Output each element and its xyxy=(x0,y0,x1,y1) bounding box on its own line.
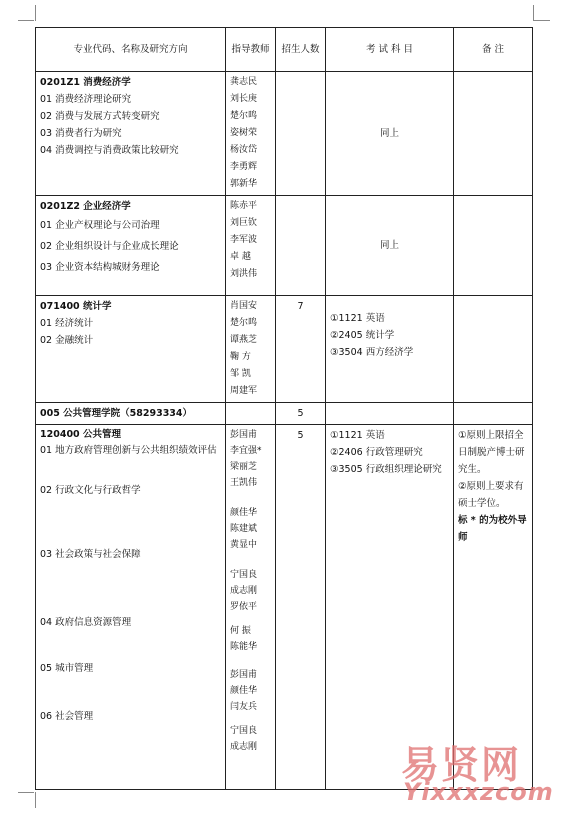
direction: 02 消费与发展方式转变研究 xyxy=(40,111,160,122)
school-title: 005 公共管理学院（58293334） xyxy=(40,408,193,419)
advisor-name: 陈能华 xyxy=(230,642,258,652)
count-cell: 5 xyxy=(276,425,326,790)
major-title: 0201Z2 企业经济学 xyxy=(40,201,131,212)
major-title: 071400 统计学 xyxy=(40,301,112,312)
advisor-name: 李勇辉 xyxy=(230,162,258,172)
note-cell xyxy=(454,403,533,425)
advisor-name: 宁国良 xyxy=(230,570,258,580)
advisor-cell xyxy=(226,425,276,790)
advisor-name: 宁国良 xyxy=(230,726,258,736)
major-title: 120400 公共管理 xyxy=(40,429,121,440)
subject: ①1121 英语 xyxy=(330,430,385,441)
note-line: ①原则上限招全日制脱产博士研究生。 xyxy=(458,430,525,475)
note-cell xyxy=(454,196,533,296)
direction: 02 企业组织设计与企业成长理论 xyxy=(40,241,179,252)
advisor-name: 姿树荣 xyxy=(230,128,258,138)
subject: ②2406 行政管理研究 xyxy=(330,447,423,458)
major-cell xyxy=(36,296,226,403)
direction: 03 消费者行为研究 xyxy=(40,128,122,139)
watermark-cn: 易贤网 xyxy=(401,743,522,787)
subject: ②2405 统计学 xyxy=(330,330,395,341)
advisor-name: 谭燕芝 xyxy=(230,335,258,345)
advisor-name: 邹 凯 xyxy=(230,369,251,379)
crop-mark xyxy=(18,792,34,793)
advisor-cell xyxy=(226,196,276,296)
note-cell xyxy=(454,72,533,196)
advisor-name: 罗依平 xyxy=(230,602,258,612)
crop-mark xyxy=(534,20,550,21)
header-note: 备 注 xyxy=(454,28,533,72)
header-subjects: 考 试 科 目 xyxy=(326,28,454,72)
direction: 01 地方政府管理创新与公共组织绩效评估 xyxy=(40,445,217,456)
subjects-cell xyxy=(326,403,454,425)
advisor-name: 楚尔鸣 xyxy=(230,318,258,328)
advisor-name: 龚志民 xyxy=(230,77,258,87)
direction: 02 行政文化与行政哲学 xyxy=(40,485,141,496)
direction: 03 企业资本结构城财务理论 xyxy=(40,262,160,273)
advisor-name: 闫友兵 xyxy=(230,702,258,712)
table-row xyxy=(36,403,533,425)
table-header-row xyxy=(36,28,533,72)
table-row xyxy=(36,296,533,403)
advisor-name: 何 振 xyxy=(230,626,251,636)
major-cell xyxy=(36,403,226,425)
header-major: 专业代码、名称及研究方向 xyxy=(36,28,226,72)
count-cell xyxy=(276,72,326,196)
advisor-name: 王凯伟 xyxy=(230,478,258,488)
advisor-name: 李宜强* xyxy=(230,446,262,456)
subject: ③3504 西方经济学 xyxy=(330,347,414,358)
header-count: 招生人数 xyxy=(276,28,326,72)
subjects-cell: 同上 xyxy=(326,72,454,196)
advisor-name: 刘长庚 xyxy=(230,94,258,104)
advisor-name: 陈赤平 xyxy=(230,201,258,211)
advisor-name: 杨汝岱 xyxy=(230,145,258,155)
advisor-name: 黄显中 xyxy=(230,540,258,550)
major-title: 0201Z1 消费经济学 xyxy=(40,77,131,88)
direction: 02 金融统计 xyxy=(40,335,94,346)
note-line: 标 * 的为校外导师 xyxy=(458,515,527,543)
direction: 01 企业产权理论与公司治理 xyxy=(40,220,160,231)
crop-mark xyxy=(35,5,36,21)
advisor-name: 肖国安 xyxy=(230,301,258,311)
table-row xyxy=(36,72,533,196)
watermark-logo xyxy=(393,734,553,806)
advisor-name: 梁丽芝 xyxy=(230,462,258,472)
direction: 05 城市管理 xyxy=(40,663,94,674)
count-cell xyxy=(276,196,326,296)
note-cell xyxy=(454,296,533,403)
subjects-cell xyxy=(326,296,454,403)
count-cell: 5 xyxy=(276,403,326,425)
crop-mark xyxy=(18,20,34,21)
advisor-name: 彭国甫 xyxy=(230,670,258,680)
header-advisor: 指导教师 xyxy=(226,28,276,72)
advisor-name: 彭国甫 xyxy=(230,430,258,440)
direction: 04 政府信息资源管理 xyxy=(40,617,132,628)
subject: ③3505 行政组织理论研究 xyxy=(330,464,442,475)
crop-mark xyxy=(35,792,36,808)
advisor-name: 楚尔鸣 xyxy=(230,111,258,121)
advisor-name: 成志刚 xyxy=(230,586,258,596)
advisor-name: 成志刚 xyxy=(230,742,258,752)
direction: 01 经济统计 xyxy=(40,318,94,329)
advisor-cell xyxy=(226,296,276,403)
advisor-name: 陈建斌 xyxy=(230,524,258,534)
table-row xyxy=(36,196,533,296)
major-cell xyxy=(36,196,226,296)
advisor-name: 郭新华 xyxy=(230,179,258,189)
advisor-name: 刘巨钦 xyxy=(230,218,258,228)
subject: ①1121 英语 xyxy=(330,313,385,324)
advisor-cell xyxy=(226,72,276,196)
advisor-name: 颜佳华 xyxy=(230,508,258,518)
advisor-name: 颜佳华 xyxy=(230,686,258,696)
advisor-name: 卓 越 xyxy=(230,252,251,262)
direction: 06 社会管理 xyxy=(40,711,94,722)
advisor-name: 李军波 xyxy=(230,235,258,245)
note-line: ②原则上要求有硕士学位。 xyxy=(458,481,524,509)
major-cell xyxy=(36,425,226,790)
major-cell xyxy=(36,72,226,196)
advisor-name: 鞠 方 xyxy=(230,352,251,362)
direction: 01 消费经济理论研究 xyxy=(40,94,132,105)
advisor-name: 周建军 xyxy=(230,386,258,396)
watermark-en: Yixxxzcom xyxy=(403,778,554,806)
crop-mark xyxy=(533,5,534,21)
advisor-cell xyxy=(226,403,276,425)
direction: 04 消费调控与消费政策比较研究 xyxy=(40,145,179,156)
subjects-cell: 同上 xyxy=(326,196,454,296)
direction: 03 社会政策与社会保障 xyxy=(40,549,141,560)
count-cell: 7 xyxy=(276,296,326,403)
advisor-name: 刘洪伟 xyxy=(230,269,258,279)
enrollment-table xyxy=(35,27,533,790)
